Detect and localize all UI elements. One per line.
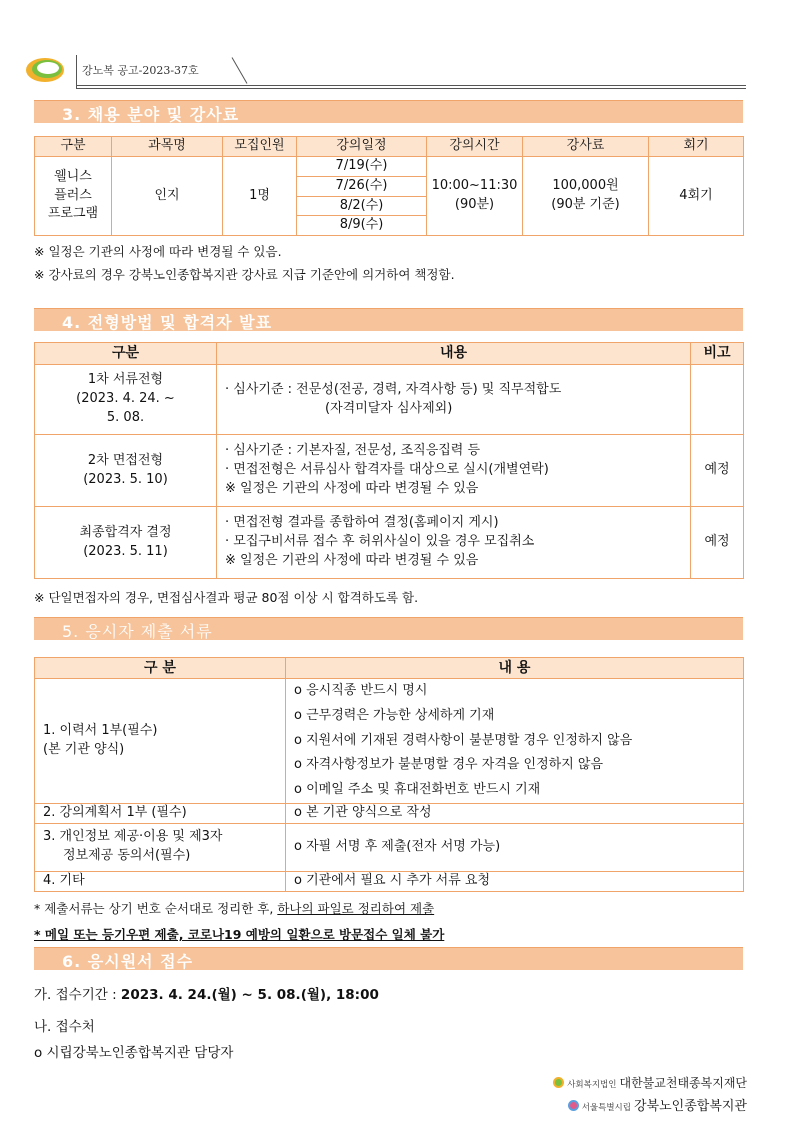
section-6-bar	[34, 947, 743, 970]
content-cell	[217, 365, 691, 435]
header-divider	[76, 55, 77, 89]
table-row	[35, 679, 744, 803]
time-cell	[427, 156, 523, 235]
cell-line: (2023. 4. 24. ~	[76, 391, 175, 407]
note-text: * 제출서류는 상기 번호 순서대로 정리한 후,	[34, 901, 278, 916]
section-5-note	[34, 899, 434, 917]
cell-line: 5. 08.	[106, 409, 145, 425]
table-row	[35, 823, 744, 871]
header-rule	[76, 88, 746, 89]
period-value: 2023. 4. 24.(월) ~ 5. 08.(월), 18:00	[120, 987, 379, 1003]
cell-line: (90분)	[454, 197, 495, 213]
application-period	[34, 983, 379, 1003]
cell-line: · 모집구비서류 접수 후 허위사실이 있을 경우 모집취소	[225, 534, 535, 550]
cell-line: 3. 개인정보 제공·이용 및 제3자	[43, 829, 223, 845]
section-5-bar	[34, 617, 743, 640]
cell-line: · 면접전형은 서류심사 합격자를 대상으로 실시(개별연락)	[225, 462, 549, 478]
content-cell	[217, 435, 691, 507]
col-header: 강사료	[523, 137, 649, 157]
stage-cell	[35, 507, 217, 579]
cell-line: ※ 일정은 기관의 사정에 따라 변경될 수 있음	[225, 480, 479, 496]
cell-line: o 근무경력은 가능한 상세하게 기재	[294, 707, 495, 723]
document-item-cell	[35, 679, 286, 803]
stage-cell	[35, 365, 217, 435]
cell-line: 2차 면접전형	[87, 452, 164, 468]
col-header: 회기	[649, 137, 744, 157]
table-row	[35, 803, 744, 823]
table-row	[35, 435, 744, 507]
note-underlined-text: 하나의 파일로 정리하여 제출	[277, 901, 435, 916]
section-4-bar	[34, 308, 743, 331]
cell-line: 프로그램	[47, 206, 99, 222]
cell-line: (2023. 5. 10)	[83, 471, 168, 487]
date-cell: 7/26(수)	[297, 176, 427, 196]
foundation-logo-icon	[553, 1077, 564, 1088]
remark-cell: 예정	[691, 435, 744, 507]
footer-org-name: 대한불교천태종복지재단	[619, 1076, 747, 1090]
header-divider	[232, 57, 248, 83]
cell-line: 정보제공 동의서(필수)	[63, 848, 191, 864]
cell-line: 1. 이력서 1부(필수)	[43, 723, 158, 739]
section-5-title: 5. 응시자 제출 서류	[62, 622, 213, 641]
section-5-warning: * 메일 또는 등기우편 제출, 코로나19 예방의 일환으로 방문접수 일체 불가	[34, 927, 445, 942]
table-row	[35, 156, 744, 176]
col-header: 강의일정	[297, 137, 427, 157]
footer-org-1	[553, 1074, 747, 1091]
document-number: 강노복 공고-2023-37호	[82, 64, 199, 77]
section-3-note: ※ 강사료의 경우 강북노인종합복지관 강사료 지급 기준안에 의거하여 책정함.	[34, 267, 455, 282]
sessions-cell: 4회기	[649, 156, 744, 235]
document-item-cell	[35, 823, 286, 871]
col-header: 모집인원	[223, 137, 297, 157]
document-content-cell: o 자필 서명 후 제출(전자 서명 가능)	[286, 823, 744, 871]
period-label: 가. 접수기간 :	[34, 987, 121, 1003]
stage-cell	[35, 435, 217, 507]
organization-logo-icon	[24, 55, 66, 85]
col-header: 구분	[35, 137, 112, 157]
document-content-cell: o 본 기관 양식으로 작성	[286, 803, 744, 823]
cell-line: o 이메일 주소 및 휴대전화번호 반드시 기재	[294, 782, 541, 798]
table-header-row	[35, 137, 744, 157]
application-place-value: o 시립강북노인종합복지관 담당자	[34, 1045, 234, 1061]
document-content-cell: o 기관에서 필요 시 추가 서류 요청	[286, 871, 744, 891]
table-header-row	[35, 343, 744, 365]
cell-line: (90분 기준)	[551, 197, 620, 213]
table-row	[35, 507, 744, 579]
application-place-label: 나. 접수처	[34, 1019, 95, 1035]
cell-line: · 면접전형 결과를 종합하여 결정(홈페이지 게시)	[225, 515, 499, 531]
cell-line: · 심사기준 : 전문성(전공, 경력, 자격사항 등) 및 직무적합도	[225, 381, 562, 397]
cell-line: ※ 일정은 기관의 사정에 따라 변경될 수 있음	[225, 552, 479, 568]
section-3-title: 3. 채용 분야 및 강사료	[62, 105, 240, 124]
date-cell: 8/2(수)	[297, 196, 427, 216]
cell-line: · 심사기준 : 기본자질, 전문성, 조직응집력 등	[225, 443, 481, 459]
section-6-title: 6. 응시원서 접수	[62, 952, 194, 971]
header-rule	[76, 85, 746, 86]
document-item-cell: 2. 강의계획서 1부 (필수)	[35, 803, 286, 823]
table-header-row	[35, 658, 744, 679]
subject-cell: 인지	[112, 156, 223, 235]
cell-line: 웰니스	[54, 168, 92, 184]
cell-line: 100,000원	[552, 178, 619, 194]
table-row	[35, 365, 744, 435]
document-content-cell	[286, 679, 744, 803]
cell-line: 1차 서류전형	[87, 372, 164, 388]
cell-line: o 지원서에 기재된 경력사항이 불분명할 경우 인정하지 않음	[294, 732, 633, 748]
section-5-table	[34, 657, 744, 892]
cell-line: (자격미달자 심사제외)	[325, 400, 453, 416]
remark-cell	[691, 365, 744, 435]
section-3-bar	[34, 100, 743, 123]
document-item-cell: 4. 기타	[35, 871, 286, 891]
cell-line: 플러스	[54, 187, 92, 203]
cell-line: o 자격사항정보가 불분명할 경우 자격을 인정하지 않음	[294, 757, 604, 773]
footer-small-text: 서울특별시립	[581, 1103, 631, 1113]
section-4-table	[34, 342, 744, 579]
footer-small-text: 사회복지법인	[567, 1080, 617, 1090]
table-row	[35, 871, 744, 891]
footer-org-name: 강북노인종합복지관	[633, 1099, 747, 1114]
section-3-note: ※ 일정은 기관의 사정에 따라 변경될 수 있음.	[34, 244, 282, 259]
program-category-cell	[35, 156, 112, 235]
col-header: 강의시간	[427, 137, 523, 157]
document-header	[24, 55, 746, 91]
cell-line: (2023. 5. 11)	[83, 543, 168, 559]
section-4-note: ※ 단일면접자의 경우, 면접심사결과 평균 80점 이상 시 합격하도록 함.	[34, 590, 419, 605]
col-header: 내용	[217, 343, 691, 365]
cell-line: 10:00~11:30	[431, 178, 518, 194]
remark-cell: 예정	[691, 507, 744, 579]
footer-org-2	[568, 1095, 747, 1114]
content-cell	[217, 507, 691, 579]
fee-cell	[523, 156, 649, 235]
col-header: 구 분	[35, 658, 286, 679]
cell-line: 최종합격자 결정	[79, 524, 172, 540]
date-cell: 8/9(수)	[297, 216, 427, 236]
cell-line: (본 기관 양식)	[43, 742, 125, 758]
col-header: 내 용	[286, 658, 744, 679]
section-3-table	[34, 136, 744, 236]
col-header: 비고	[691, 343, 744, 365]
col-header: 구분	[35, 343, 217, 365]
welfare-center-logo-icon	[568, 1100, 579, 1111]
cell-line: o 응시직종 반드시 명시	[294, 683, 428, 699]
section-4-title: 4. 전형방법 및 합격자 발표	[62, 313, 273, 332]
count-cell: 1명	[223, 156, 297, 235]
date-cell: 7/19(수)	[297, 156, 427, 176]
col-header: 과목명	[112, 137, 223, 157]
